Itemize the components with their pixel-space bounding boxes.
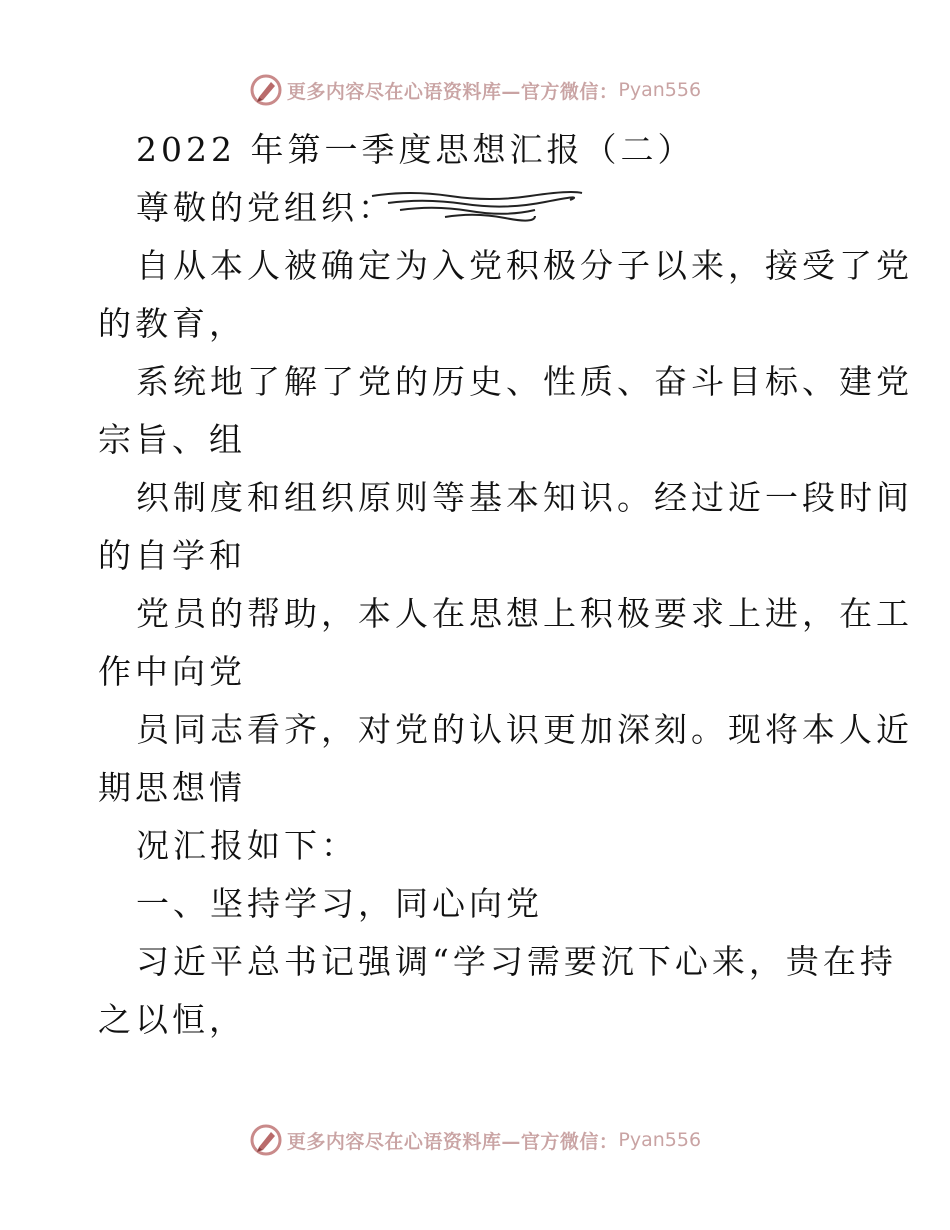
document-body xyxy=(98,121,913,1049)
text-line: 期思想情 xyxy=(98,768,246,807)
watermark-banner-bottom xyxy=(0,1120,950,1160)
text-line: 宗旨、组 xyxy=(98,420,246,459)
pen-logo-icon xyxy=(249,73,283,107)
text-line: 况汇报如下： xyxy=(136,826,358,865)
text-line: 的自学和 xyxy=(98,536,246,575)
salutation: 尊敬的党组织： xyxy=(136,188,395,227)
pen-logo-icon xyxy=(249,1123,283,1157)
text-line: 之以恒， xyxy=(98,1000,246,1039)
document-title: 2022 年第一季度思想汇报（二） xyxy=(136,130,695,169)
text-line: 系统地了解了党的历史、性质、奋斗目标、建党 xyxy=(136,362,913,401)
text-line: 作中向党 xyxy=(98,652,246,691)
text-line: 织制度和组织原则等基本知识。经过近一段时间 xyxy=(136,478,913,517)
section-heading: 一、坚持学习，同心向党 xyxy=(136,884,543,923)
text-line: 党员的帮助，本人在思想上积极要求上进，在工 xyxy=(136,594,913,633)
text-line: 自从本人被确定为入党积极分子以来，接受了党 xyxy=(136,246,913,285)
text-line: 习近平总书记强调“学习需要沉下心来，贵在持 xyxy=(136,942,897,981)
text-line: 的教育， xyxy=(98,304,246,343)
text-line: 员同志看齐，对党的认识更加深刻。现将本人近 xyxy=(136,710,913,749)
watermark-wechat: Pyan556 xyxy=(618,1129,702,1151)
watermark-wechat: Pyan556 xyxy=(618,79,702,101)
watermark-text: 更多内容尽在心语资料库—官方微信： xyxy=(286,80,619,103)
watermark-text: 更多内容尽在心语资料库—官方微信： xyxy=(286,1130,619,1153)
watermark-banner-top xyxy=(0,70,950,110)
